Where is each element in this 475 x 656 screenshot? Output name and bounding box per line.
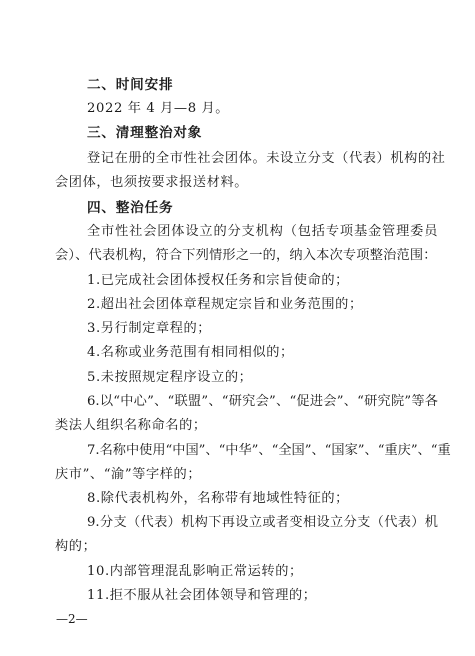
list-item-continuation: 庆市”、“渝”等字样的； bbox=[55, 467, 202, 482]
list-item: 2.超出社会团体章程规定宗旨和业务范围的； bbox=[87, 297, 363, 312]
list-item: 10.内部管理混乱影响正常运转的； bbox=[87, 564, 303, 579]
paragraph-line: 2022 年 4 月—8 月。 bbox=[87, 101, 230, 116]
list-item: 5.未按照规定程序设立的； bbox=[87, 370, 253, 385]
section-heading: 三、清理整治对象 bbox=[87, 125, 203, 141]
paragraph-line: 登记在册的全市性社会团体。未设立分支（代表）机构的社 bbox=[87, 151, 446, 166]
list-item: 3.另行制定章程的； bbox=[87, 321, 212, 336]
list-item-continuation: 构的； bbox=[55, 539, 97, 554]
paragraph-line: 会）、代表机构，符合下列情形之一的，纳入本次专项整治范围： bbox=[55, 248, 437, 263]
list-item: 1.已完成社会团体授权任务和宗旨使命的； bbox=[87, 273, 349, 288]
section-heading: 二、时间安排 bbox=[87, 77, 174, 93]
paragraph-line: 全市性社会团体设立的分支机构（包括专项基金管理委员 bbox=[87, 224, 438, 239]
section-heading: 四、整治任务 bbox=[87, 200, 174, 216]
list-item: 11.拒不服从社会团体领导和管理的； bbox=[87, 588, 317, 603]
list-item: 8.除代表机构外，名称带有地域性特征的； bbox=[87, 491, 349, 506]
list-item: 4.名称或业务范围有相同相似的； bbox=[87, 345, 294, 360]
paragraph-line: 会团体，也须按要求报送材料。 bbox=[55, 175, 249, 190]
list-item-continuation: 类法人组织名称命名的； bbox=[55, 418, 207, 433]
page-number: —2— bbox=[56, 612, 88, 626]
list-item: 7.名称中使用“中国”、“中华”、“全国”、“国家”、“重庆”、“重 bbox=[87, 443, 451, 458]
list-item: 9.分支（代表）机构下再设立或者变相设立分支（代表）机 bbox=[87, 515, 438, 530]
list-item: 6.以“中心”、“联盟”、“研究会”、“促进会”、“研究院”等各 bbox=[87, 394, 438, 409]
